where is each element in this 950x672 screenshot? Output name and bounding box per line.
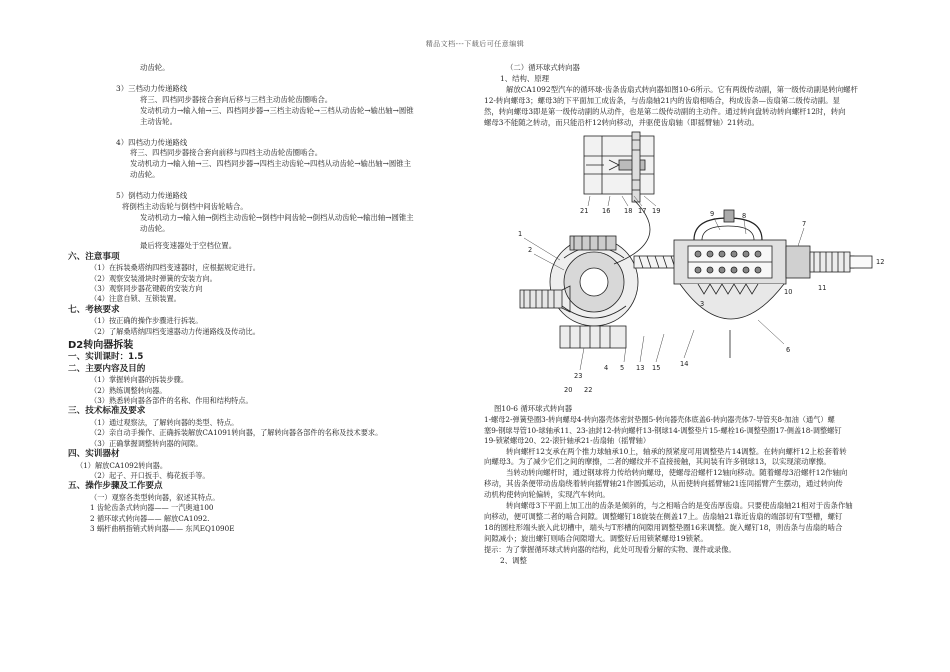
text-line: 当转动转向螺杆时，通过钢球将力传给转向螺母，使螺母沿螺杆12轴向移动。随着螺母3沿螺杆12作轴向 bbox=[506, 468, 848, 478]
figure-label: 2 bbox=[528, 246, 533, 255]
list-item: （2）熟练调整转向器。 bbox=[90, 385, 167, 395]
text-line: 动齿轮。 bbox=[140, 63, 170, 72]
text-line: 转向螺母3下平面上加工出的齿条是倾斜的，与之相啮合的是变齿厚齿扇。只要使齿扇轴21相对于齿条作轴 bbox=[506, 501, 853, 511]
figure-label: 11 bbox=[818, 284, 827, 293]
section-heading: 一、实训课时：1.5 bbox=[68, 352, 144, 363]
text-line: 动齿轮。 bbox=[130, 170, 160, 180]
list-item: （2）了解桑塔纳四档变速器动力传递路线及传动比。 bbox=[90, 326, 260, 336]
text-line: 将三、四档同步器接合套向后移与三档主动齿轮齿圈啮合。 bbox=[140, 94, 333, 104]
steering-gear-figure bbox=[484, 130, 912, 400]
figure-label: 17 bbox=[638, 207, 647, 216]
text-line: 移动，其齿条便带动齿扇绕着转向摇臂轴21作圆弧运动，从而使转向摇臂轴21连同摇臂产生摆动，通过转向传 bbox=[484, 479, 843, 489]
section-heading: 七、考核要求 bbox=[68, 304, 120, 315]
figure-label: 15 bbox=[652, 364, 661, 373]
left-column bbox=[68, 63, 468, 535]
list-item: 2 循环球式转向器—— 解放CA1092. bbox=[90, 513, 210, 523]
list-item: （1）按正确的操作步骤进行拆装。 bbox=[90, 316, 203, 326]
text-line: 12-转向螺母3；螺母3的下平面加工成齿条，与齿扇轴21内的齿扇相啮合，构成齿条—齿扇第二级传动副。显 bbox=[484, 95, 840, 105]
figure-label: 12 bbox=[876, 258, 885, 267]
figure-label: 20 bbox=[564, 386, 573, 395]
text-line: 1-螺母2-弹簧垫圈3-转向螺母4-转向器壳体密封垫圈5-转向器壳体底盖6-转向器壳体7-导管夹8-加油（通气）螺 bbox=[484, 415, 835, 425]
section-subheading: 2、调整 bbox=[500, 555, 527, 565]
list-item: （3）观察同步器花键毂的安装方向 bbox=[90, 284, 203, 293]
page-header: 精品文档---下载后可任意编辑 bbox=[425, 40, 525, 48]
text-line: 主动齿轮。 bbox=[140, 116, 177, 126]
list-item: 3 蜗杆曲柄指销式转向器—— 东风EQ1090E bbox=[90, 524, 235, 534]
section-subheading: 1、结构、原理 bbox=[500, 73, 550, 83]
list-item: （1）在拆装桑塔纳四档变速器时，应根据规定进行。 bbox=[90, 263, 260, 273]
figure-label: 1 bbox=[518, 230, 523, 239]
text-line: 最后将变速器处于空档位置。 bbox=[140, 240, 237, 250]
text-line: 解放CA1092型汽车的循环球-齿条齿扇式转向器如图10-6所示。它有两级传动副，第一级传动副是转向螺杆 bbox=[506, 84, 858, 94]
section-heading: 二、主要内容及目的 bbox=[68, 363, 146, 374]
figure-label: 6 bbox=[786, 346, 791, 355]
figure-label: 4 bbox=[604, 364, 609, 373]
text-line: 间隙减小；旋出螺钉则啮合间隙增大。调整好后用锁紧螺母19锁紧。 bbox=[484, 533, 708, 543]
figure-label: 5 bbox=[620, 364, 625, 373]
section-subheading: 5）倒档动力传递路线 bbox=[116, 191, 188, 201]
list-item: （3）熟悉转向器各部件的名称、作用和结构特点。 bbox=[90, 395, 253, 405]
text-line: 发动机动力→输入轴→三、四档同步器→四档主动齿轮→四档从动齿轮→输出轴→圆锥主 bbox=[130, 159, 412, 169]
list-item: （一）观察各类型转向器，叙述其特点。 bbox=[90, 492, 220, 502]
section-subheading: 3）三档动力传递路线 bbox=[116, 83, 188, 93]
figure-label: 19 bbox=[652, 207, 661, 216]
list-item: 1 齿轮齿条式转向器—— 一汽奥迪100 bbox=[90, 503, 214, 513]
tip-note: 提示：为了掌握循环球式转向器的结构，此处可现看分解的实物、课件或录像。 bbox=[484, 544, 736, 554]
text-line: 发动机动力→输入轴→倒档主动齿轮→倒档中间齿轮→倒档从动齿轮→输出轴→圆锥主 bbox=[140, 212, 414, 222]
text-line: 动齿轮。 bbox=[140, 223, 170, 233]
figure-label: 16 bbox=[602, 207, 611, 216]
text-line: 将三、四档同步器接合套向前移与四档主动齿轮齿圈啮合。 bbox=[130, 148, 323, 158]
text-line: 动机构使转向轮偏转，实现汽车转向。 bbox=[484, 490, 610, 500]
text-line: 将倒档主动齿轮与倒档中间齿轮啮合。 bbox=[122, 202, 248, 212]
figure-label: 13 bbox=[636, 364, 645, 373]
figure-label: 18 bbox=[624, 207, 633, 216]
steering-gear-drawing bbox=[484, 130, 912, 400]
figure-label: 10 bbox=[784, 288, 793, 297]
text-line: 19-锁紧螺母20、22-滚针轴承21-齿扇轴（摇臂轴） bbox=[484, 436, 651, 446]
figure-caption: 图10-6 循环球式转向器 bbox=[494, 404, 573, 414]
figure-label: 14 bbox=[680, 360, 689, 369]
text-line: 发动机动力→输入轴→三、四档同步器→三档主动齿轮→三档从动齿轮→输出轴→圆锥 bbox=[140, 105, 414, 115]
text-line: 向移动，便可调整二者的啮合间隙。调整螺钉18旋装在侧盖17上。齿扇轴21靠近齿扇的端部切有T型槽，螺钉 bbox=[484, 512, 843, 521]
list-item: （2）观察安装滑块时弹簧的安装方向。 bbox=[90, 273, 217, 283]
list-item: （1）解放CA1092转向器。 bbox=[76, 460, 168, 470]
chapter-title: D2转向器拆装 bbox=[68, 340, 134, 352]
section-heading: 三、技术标准及要求 bbox=[68, 406, 146, 417]
figure-label: 22 bbox=[584, 386, 593, 395]
figure-label: 3 bbox=[700, 300, 705, 309]
section-heading: 四、实训器材 bbox=[68, 449, 120, 460]
section-subheading: 4）四档动力传递路线 bbox=[116, 137, 188, 147]
text-line: 塞9-钢球导管10-球轴承11、23-油封12-转向螺杆13-钢球14-调整垫片15-螺栓16-调整垫圈17-侧盖18-调整螺钉 bbox=[484, 425, 842, 435]
right-column bbox=[484, 63, 914, 567]
text-line: 18的圆柱形端头嵌入此切槽中，端头与T形槽的间隙用调整垫圈16来调整。旋入螺钉18，则齿条与齿扇的啮合 bbox=[484, 522, 843, 532]
figure-label: 21 bbox=[580, 207, 589, 216]
text-line: 螺母3不能随之转动，而只能沿杆12转向移动，并驱使齿扇轴（即摇臂轴）21转动。 bbox=[484, 117, 759, 127]
list-item: （2）起子、开口扳手、梅花扳手等。 bbox=[90, 470, 210, 480]
section-heading: 六、注意事项 bbox=[68, 251, 120, 262]
text-line: 向螺母3。为了减少它们之间的摩擦，二者的螺纹并不直接接触，其间装有许多钢球13，以实现滚动摩擦。 bbox=[484, 457, 831, 467]
figure-label: 9 bbox=[710, 210, 715, 219]
list-item: （2）亲自动手操作、正确拆装解放CA1091转向器，了解转向器各部件的名称及技术要求。 bbox=[90, 428, 383, 438]
list-item: （1）掌握转向器的拆装步骤。 bbox=[90, 375, 189, 385]
section-subheading: （二）循环球式转向器 bbox=[506, 63, 580, 72]
list-item: （3）正确掌握调整转向器的间隙。 bbox=[90, 438, 203, 448]
figure-label: 23 bbox=[574, 372, 583, 381]
text-line: 转向螺杆12支承在两个推力球轴承10上，轴承的预紧度可用调整垫片14调整。在转向螺杆12上松套着转 bbox=[506, 446, 847, 456]
text-line: 然，转向螺母3即是第一级传动副的从动件，也是第二级传动副的主动件。通过转向盘转动转向螺杆12时，转向 bbox=[484, 106, 846, 116]
figure-label: 8 bbox=[742, 212, 747, 221]
figure-label: 7 bbox=[802, 220, 807, 229]
list-item: （4）注意自锁、互锁装置。 bbox=[90, 294, 181, 304]
list-item: （1）通过观察法，了解转向器的类型、特点。 bbox=[90, 417, 239, 427]
section-heading: 五、操作步骤及工作要点 bbox=[68, 481, 163, 492]
